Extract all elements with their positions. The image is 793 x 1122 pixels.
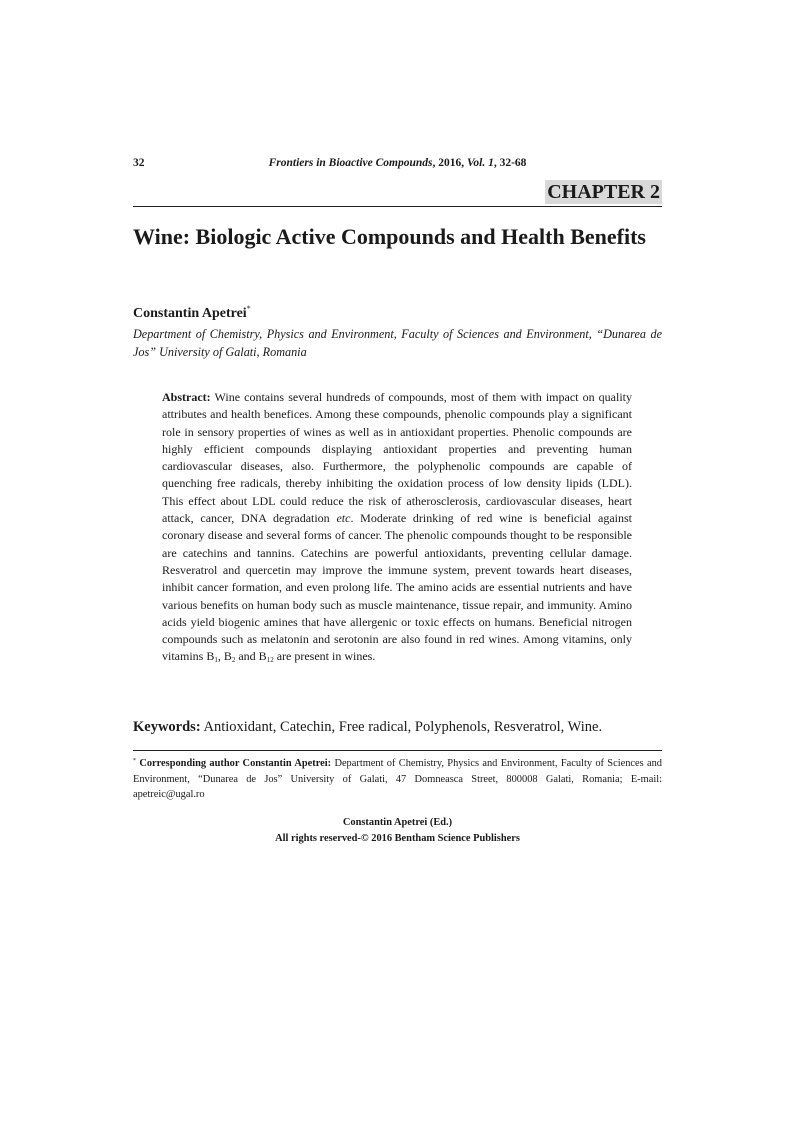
vitamin-sep-2: and B [235, 649, 267, 664]
keywords-text: Antioxidant, Catechin, Free radical, Polyphenols, Resveratrol, Wine. [200, 719, 603, 735]
page-number: 32 [133, 157, 145, 169]
publisher-block [133, 815, 662, 847]
keywords [133, 718, 662, 736]
article-title: Wine: Biologic Active Compounds and Health Benefits [133, 224, 646, 249]
affiliation: Department of Chemistry, Physics and Environment, Faculty of Sciences and Environment, “Dunarea de Jos” University of Galati, Romania [133, 327, 662, 359]
journal-pages: , 32-68 [493, 157, 527, 169]
chapter-label: CHAPTER 2 [547, 181, 660, 203]
journal-year: , 2016, [432, 157, 467, 169]
editor-line: Constantin Apetrei (Ed.) [342, 817, 453, 828]
vitamin-sub-2: 2 [231, 656, 236, 665]
abstract-text-1: Wine contains several hundreds of compounds, most of them with impact on quality attributes and health benefices. Among these compounds, phenolic compounds play a significant role in sensory properties of wines as well as in antioxidant properties. Phenolic compounds are highly efficient compounds displaying antioxidant properties and preventing human cardiovascular diseases, also. Furthermore, the polyphenolic compounds are capable of quenching free radicals, thereby inhibiting the oxidation process of low density lipids (LDL). This effect about LDL could reduce the risk of atherosclerosis, cardiovascular diseases, heart attack, cancer, DNA degradation [162, 390, 632, 526]
journal-name: Frontiers in Bioactive Compounds [268, 157, 433, 169]
footnote-rule [133, 750, 662, 751]
footnote-text: Department of Chemistry, Physics and Environment, Faculty of Sciences and Environment, “Dunarea de Jos” University of Galati, 47 Domneasca Street, 800008 Galati, Romania; E-mail: apetreic@ugal.ro [133, 758, 662, 800]
journal-volume: Vol. 1 [466, 157, 494, 169]
keywords-label: Keywords: [133, 719, 201, 735]
abstract-label: Abstract: [162, 390, 211, 404]
rights-line: All rights reserved-© 2016 Bentham Science Publishers [275, 833, 520, 844]
vitamin-sub-3: 12 [266, 656, 274, 665]
vitamin-sep-1: , B [217, 649, 232, 664]
abstract [162, 389, 632, 666]
footnote-label: Corresponding author Constantin Apetrei: [136, 758, 332, 769]
header-rule [133, 206, 662, 207]
abstract-text-end: are present in wines. [273, 649, 376, 664]
abstract-text-2: . Moderate drinking of red wine is beneficial against coronary disease and several forms of cancer. The phenolic compounds thought to be responsible are catechins and tannins. Catechins are powerful antioxidants, preventing cellular damage. Resveratrol and quercetin may improve the immune system, prevent towards heart diseases, inhibit cancer formation, and even prolong life. The amino acids are essential nutrients and have various benefits on human body such as muscle maintenance, tissue repair, and immunity. Amino acids yield biogenic amines that have allergenic or toxic effects on humans. Beneficial nitrogen compounds such as melatonin and serotonin are also found in red wines. Among vitamins, only vitamins B [162, 511, 632, 664]
author-marker: * [246, 304, 251, 313]
abstract-etc: etc [336, 511, 351, 526]
vitamin-sub-1: 1 [214, 656, 218, 665]
corresponding-author-footnote [133, 754, 662, 803]
journal-citation [133, 156, 662, 170]
author-name: Constantin Apetrei [133, 306, 247, 321]
author [133, 300, 251, 323]
footnote-marker: * [133, 758, 136, 764]
